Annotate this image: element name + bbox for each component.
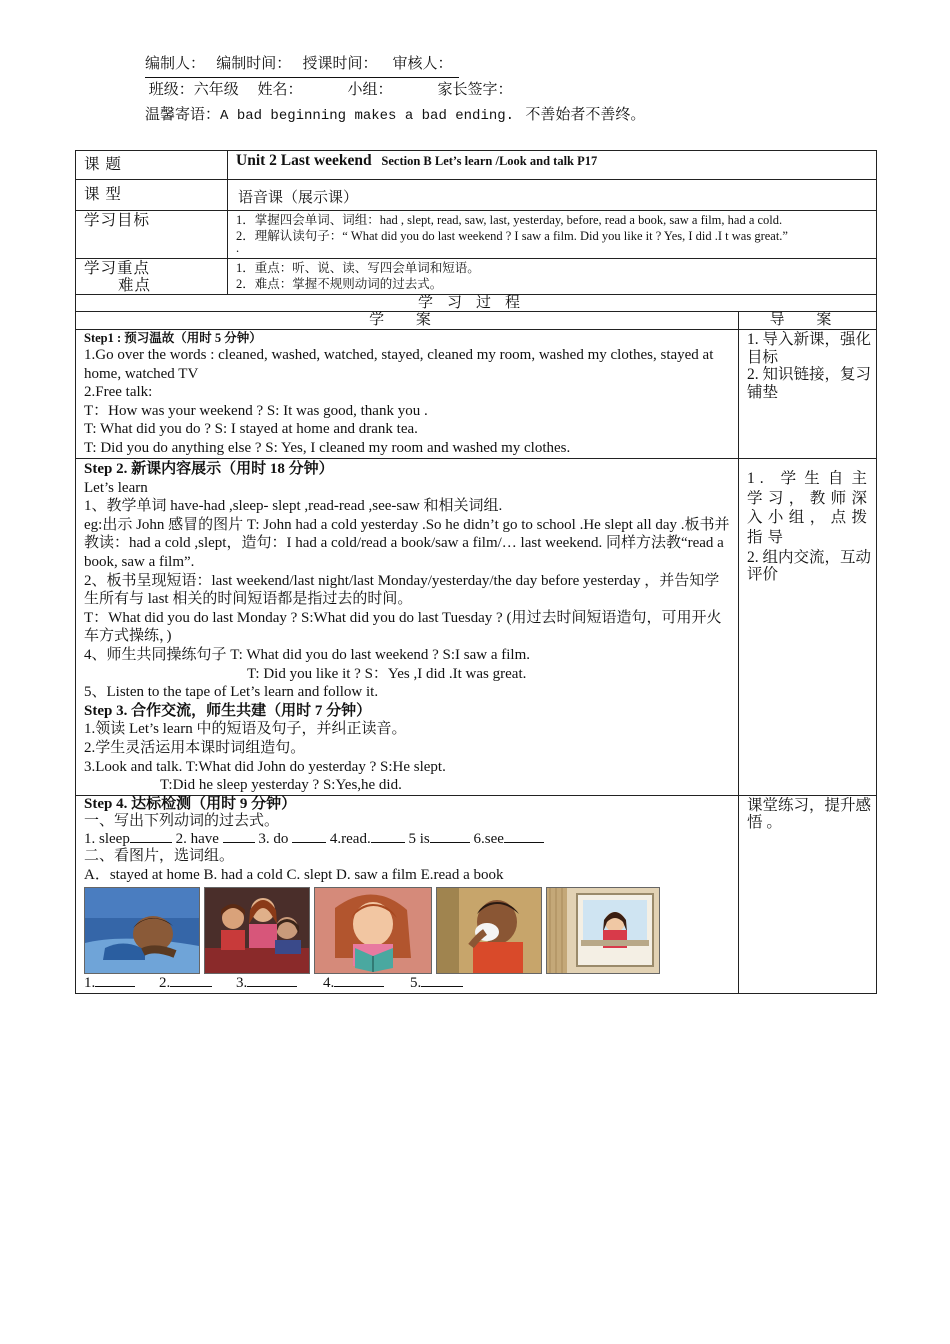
step1-title: Step1 : 预习温故（用时 5 分钟） — [84, 331, 262, 345]
header-motto-line: 温馨寄语：A bad beginning makes a bad ending. 不善始者不善终。 — [145, 107, 646, 124]
answer-blank[interactable] — [430, 842, 470, 843]
answer-blank[interactable] — [371, 842, 405, 843]
step4-title: Step 4. 达标检测（用时 9 分钟） — [84, 795, 297, 812]
sleeping-man-illustration — [85, 888, 199, 973]
phrase-options: A．stayed at home B. had a cold C. slept D. saw a film E.read a book — [84, 866, 504, 883]
answer-blank[interactable] — [95, 986, 135, 987]
step3-title: Step 3. 合作交流，师生共建（用时 7 分钟） — [84, 702, 372, 719]
plan-heading-row — [76, 312, 877, 330]
answer-blank[interactable] — [504, 842, 544, 843]
picture-boy-cold — [436, 887, 542, 974]
picture-cinema-kids — [204, 887, 310, 974]
picture-strip — [84, 887, 734, 974]
key-content: 1．重点：听、说、读、写四会单词和短语。 2．难点：掌握不规则动词的过去式。 — [228, 259, 877, 295]
type-label: 课 型 — [76, 180, 228, 211]
type-row — [76, 180, 877, 211]
step1-content: Step1 : 预习温故（用时 5 分钟） 1.Go over the words : cleaned, washed, watched, stayed, cleaned my room, washed my clothes, stayed at home, watched TV 2.Free talk: T：How was your weekend ? S: It was good, thank you . T: What did you do ? S: I stayed at home and drank tea. T: Did you do anything else ? S: Yes, I cleaned my room and washed my clothes. — [76, 330, 739, 459]
step4-guide: 课堂练习，提升感悟 。 — [739, 795, 877, 993]
motto-english: A bad beginning makes a bad ending. — [220, 108, 515, 124]
step2-3-row — [76, 459, 877, 796]
cinema-kids-illustration — [205, 888, 309, 973]
topic-row — [76, 151, 877, 180]
picture-girl-reading — [314, 887, 432, 974]
topic-value: Unit 2 Last weekend Section B Let’s learn /Look and talk P17 — [228, 151, 877, 180]
step2-guide: 1. 学生自主学习，教师深入小组，点拨指导 2. 组内交流，互动评价 — [739, 459, 877, 796]
header-staff-line: 编制人： 编制时间： 授课时间： 审核人： — [145, 52, 459, 78]
answer-blank[interactable] — [170, 986, 212, 987]
process-heading: 学习过程 — [76, 295, 877, 312]
type-value: 语音课（展示课） — [228, 180, 877, 211]
document-header — [145, 52, 645, 129]
goal-label: 学习目标 — [76, 211, 228, 259]
study-plan-heading: 学 案 — [76, 312, 739, 330]
step4-row — [76, 795, 877, 993]
girl-window-illustration — [547, 888, 659, 973]
step1-row — [76, 330, 877, 459]
key-row — [76, 259, 877, 295]
verb-exercise: 1. sleep 2. have 3. do 4.read. 5 is 6.see — [84, 831, 734, 849]
answer-blank[interactable] — [130, 842, 172, 843]
lesson-plan-table — [75, 150, 877, 994]
key-label: 学习重点 难点 — [76, 259, 228, 295]
topic-label: 课 题 — [76, 151, 228, 180]
answer-blank[interactable] — [421, 986, 463, 987]
step1-guide: 1. 导入新课，强化目标 2. 知识链接，复习铺垫 — [739, 330, 877, 459]
guide-plan-heading: 导 案 — [739, 312, 877, 330]
picture-answers: 1. 2. 3. 4. 5. — [84, 974, 734, 993]
step2-title: Step 2. 新课内容展示（用时 18 分钟） — [84, 461, 334, 477]
header-class-line: 班级：六年级 姓名： 小组： 家长签字： — [145, 82, 513, 98]
girl-reading-illustration — [315, 888, 431, 973]
goal-content: 1．掌握四会单词、词组：had , slept, read, saw, last, yesterday, before, read a book, saw a film, had a cold. 2．理解认读句子：“ What did you do last weekend ? I saw a film. Did you like it ? Yes, I did .I t was great.” . — [228, 211, 877, 259]
picture-girl-window — [546, 887, 660, 974]
answer-blank[interactable] — [223, 842, 255, 843]
step2-3-content: Step 2. 新课内容展示（用时 18 分钟） Let’s learn 1、教学单词 have-had ,sleep- slept ,read-read ,see-saw 和相关词组. eg:出示 John 感冒的图片 T: John had a cold yesterday .So he didn’t go to school .He slept all day .板书并教读：had a cold ,slept，造句：I had a cold/read a book/saw a film/… last weekend. 同样方法教“read a book, saw a film”. 2、板书呈现短语：last weekend/last night/last Monday/yesterday/the day before yesterday ，并告知学生所有与 last 相关的时间短语都是指过去的时间。 T：What did you do last Monday ? S:What did you do last Tuesday ? (用过去时间短语造句，可用开火车方式操练，) 4、师生共同操练句子 T: What did you do last weekend ? S:I saw a film. T: Did you like it ? S：Yes ,I did .It was great. 5、Listen to the tape of Let’s learn and follow it. Step 3. 合作交流，师生共建（用时 7 分钟） 1.领读 Let’s learn 中的短语及句子，并纠正读音。 2.学生灵活运用本课时词组造句。 3.Look and talk. T:What did John do yesterday ? S:He slept. T:Did he sleep yesterday ? S:Yes,he did. — [76, 459, 739, 796]
picture-sleeping-man — [84, 887, 200, 974]
step4-content: Step 4. 达标检测（用时 9 分钟） 一、写出下列动词的过去式。 1. sleep 2. have 3. do 4.read. 5 is 6.see 二、看图片，选词组。 A．stayed at home B. had a cold C. slept D. saw a film E.read a book 1. 2. 3. 4. 5. — [76, 795, 739, 993]
process-row — [76, 295, 877, 312]
boy-cold-illustration — [437, 888, 541, 973]
goal-row — [76, 211, 877, 259]
answer-blank[interactable] — [334, 986, 384, 987]
answer-blank[interactable] — [292, 842, 326, 843]
answer-blank[interactable] — [247, 986, 297, 987]
